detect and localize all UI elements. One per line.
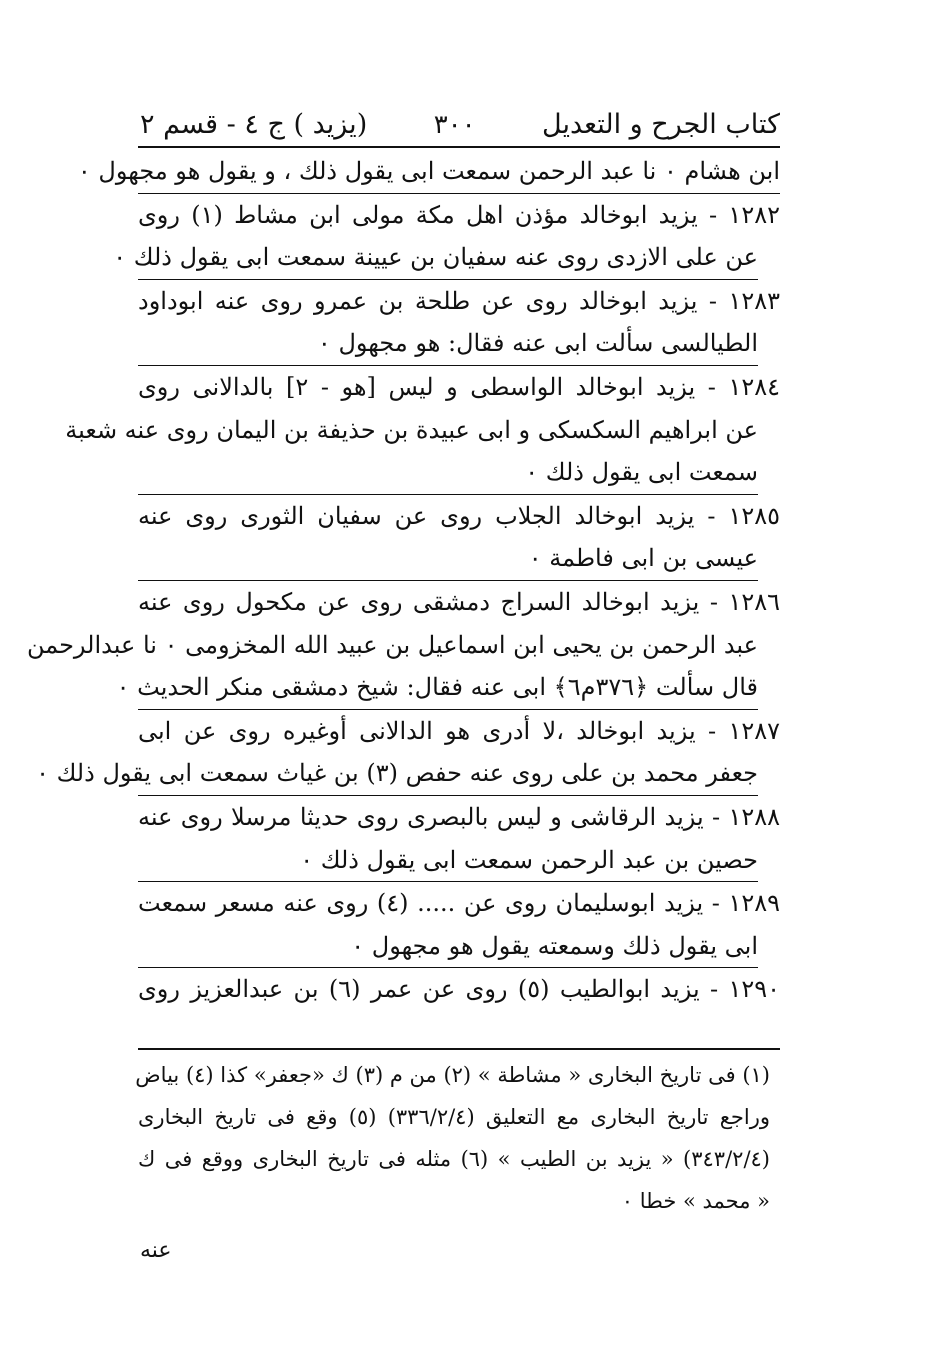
text-line: عن ابراهيم السكسكى و ابى عبيدة بن حذيفة بن اليمان روى عنه شعبة [65,415,758,444]
footnote-line: وراجع تاريخ البخارى مع التعليق (٣٣٦/٢/٤) (٥) وقع فى تاريخ البخارى [138,1105,770,1129]
entry-1283-line: ١٢٨٣ - يزيد ابوخالد روى عن طلحة بن عمرو روى عنه ابوداود [138,286,780,315]
footnote-rule [138,1048,780,1050]
footnote-line: « محمد » خطا ٠ [621,1189,770,1213]
header-rule [138,146,780,148]
text-line: جعفر محمد بن على روى عنه حفص (٣) بن غياث سمعت ابى يقول ذلك ٠ [138,752,758,796]
footnotes [135,1054,780,1222]
main-text [26,150,781,1011]
catchword: عنه [140,1238,172,1263]
text-line: عيسى بن ابى فاطمة ٠ [138,537,758,581]
entry-1290-line: ١٢٩٠ - يزيد ابوالطيب (٥) روى عن عمر (٦) بن عبدالعزيز روى [138,975,781,1004]
book-title: كتاب الجرح و التعديل [542,109,780,140]
entry-1289-line: ١٢٨٩ - يزيد ابوسليمان روى عن ..... (٤) روى عنه مسعر سمعت [138,889,780,918]
entry-1288-line: ١٢٨٨ - يزيد الرقاشى و ليس بالبصرى روى حديثا مرسلا روى عنه [138,802,780,831]
text-line: عبد الرحمن بن يحيى ابن اسماعيل بن عبيد الله المخزومى ٠ نا عبدالرحمن [26,630,758,659]
entry-1284-line: ١٢٨٤ - يزيد ابوخالد الواسطى و ليس [هو - ٢] بالدالانى روى [138,372,781,401]
text-line: قال سألت ﴿٣٧٦م٦﴾ ابى عنه فقال: شيخ دمشقى منكر الحديث ٠ [138,666,758,710]
volume-label: (يزيد ) ج ٤ - قسم ٢ [140,109,368,140]
page-number: ٣٠٠ [433,110,476,140]
footnote-line: (١) فى تاريخ البخارى « مشاطة » (٢) من م (٣) ك «جعفر» كذا (٤) بياض [135,1063,770,1087]
entry-1286-line: ١٢٨٦ - يزيد ابوخالد السراج دمشقى روى عن مكحول روى عنه [138,587,780,616]
entry-1282-line: ١٢٨٢ - يزيد ابوخالد مؤذن اهل مكة مولى ابن مشاط (١) روى [138,200,780,229]
text-line: ابن هشام ٠ نا عبد الرحمن سمعت ابى يقول ذلك ، و يقول هو مجهول ٠ [138,150,780,194]
text-line: عن على الازدى روى عنه سفيان بن عيينة سمعت ابى يقول ذلك ٠ [138,236,758,280]
entry-1285-line: ١٢٨٥ - يزيد ابوخالد الجلاب روى عن سفيان الثورى روى عنه [138,501,780,530]
text-line: الطيالسى سألت ابى عنه فقال: هو مجهول ٠ [138,322,758,366]
running-header [140,80,780,140]
text-line: سمعت ابى يقول ذلك ٠ [138,451,758,495]
text-line: ابى يقول ذلك وسمعته يقول هو مجهول ٠ [138,925,758,969]
footnote-line: (٣٤٣/٢/٤) « يزيد بن الطيب » (٦) مثله فى تاريخ البخارى ووقع فى ك [138,1147,770,1171]
text-line: حصين بن عبد الرحمن سمعت ابى يقول ذلك ٠ [138,839,758,883]
entry-1287-line: ١٢٨٧ - يزيد ابوخالد ،لا أدرى هو الدالانى أوغيره روى عن ابى [138,716,780,745]
